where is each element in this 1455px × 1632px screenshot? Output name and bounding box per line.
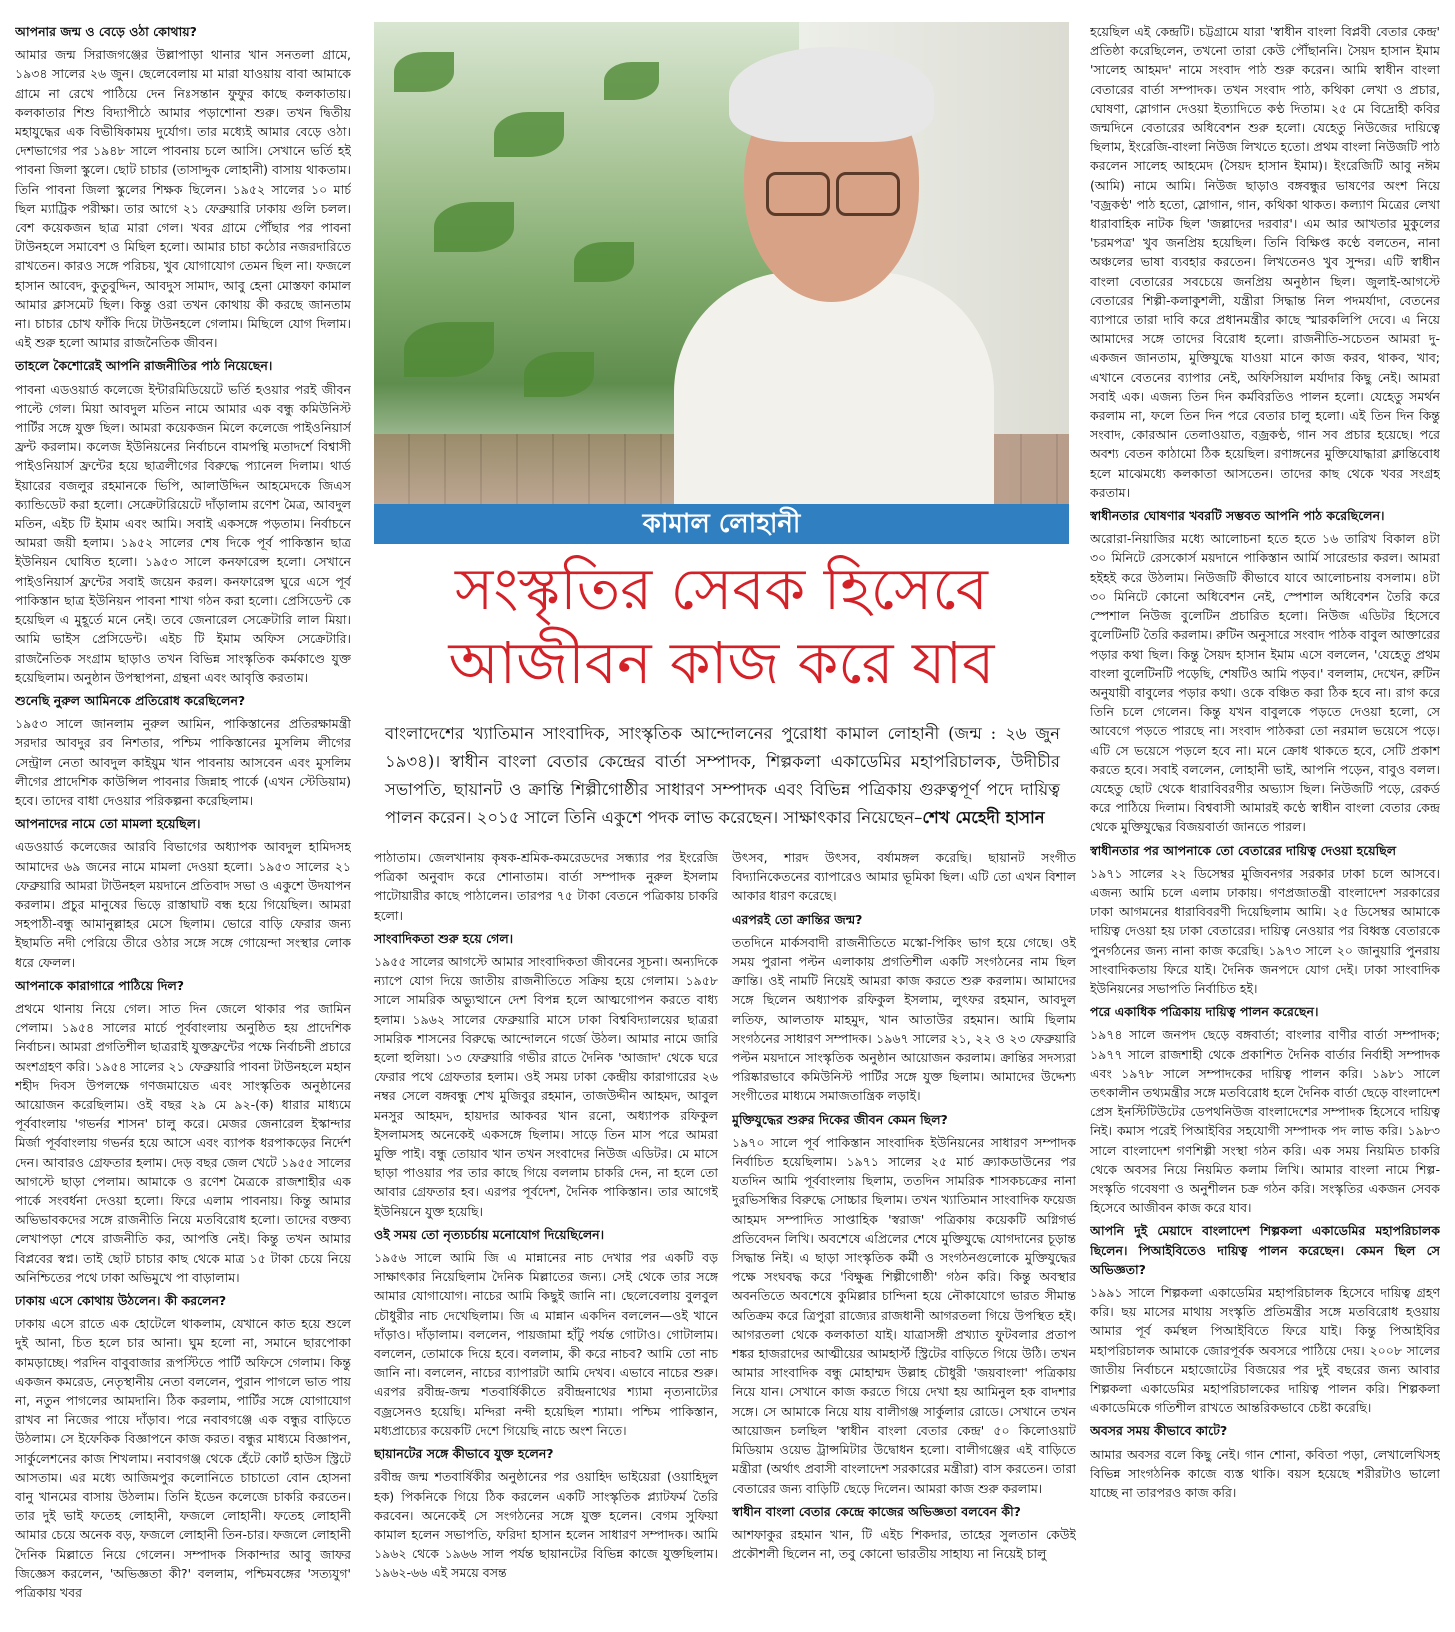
- interview-question: শুনেছি নুরুল আমিনকে প্রতিরোধ করেছিলেন?: [15, 692, 246, 708]
- interview-answer: রবীন্দ্র জন্ম শতবার্ষিকীর অনুষ্ঠানের পর ওয়াহিদ ভাইয়েরা (ওয়াহিদুল হক) পিকনিকে গিয়ে ঠিক করলেন একটি সাংস্কৃতিক প্ল্যাটফর্ম তৈরি করবেন। অনেকেই সে সংগঠনের সঙ্গে যুক্ত হলেন। বেগম সুফিয়া কামাল হলেন সভাপতি, ফরিদা হাসান হলেন সাধারণ সম্পাদক। আমি ১৯৬২ থেকে ১৯৬৬ সাল পর্যন্ত ছায়ানটের বিভিন্ন কাজে যুক্তছিলাম। ১৯৬২-৬৬ এই সময়ে বসন্ত: [374, 1469, 718, 1581]
- interview-question: ছায়ানটের সঙ্গে কীভাবে যুক্ত হলেন?: [374, 1446, 554, 1462]
- interview-question: ঢাকায় এসে কোথায় উঠলেন। কী করলেন?: [15, 1293, 227, 1308]
- interview-answer: ১৯৫৫ সালের আগস্টে আমার সাংবাদিকতা জীবনের সূচনা। অন্যদিকে ন্যাপে যোগ দিয়ে জাতীয় রাজনীতিতে সক্রিয় হয়ে গেলাম। ১৯৫৮ সালে সামরিক অভ্যুত্থানে দেশ বিপন্ন হলে আত্মগোপন করতে বাধ্য হলাম। ১৯৬২ সালের ফেব্রুয়ারি মাসে ঢাকা বিশ্ববিদ্যালয়ের ছাত্ররা সামরিক শাসনের বিরুদ্ধে আন্দোলনে গর্জে উঠল। আমার নামে জারি হলো হুলিয়া। ১৩ ফেব্রুয়ারি গভীর রাতে দৈনিক 'আজাদ' থেকে ঘরে ফেরার পথে গ্রেফতার হলাম। ওই সময় ঢাকা কেন্দ্রীয় কারাগারের ২৬ নম্বর সেলে বঙ্গবন্ধু শেখ মুজিবুর রহমান, তাজউদ্দীন আহমদ, আবুল মনসুর আহমদ, হায়দার আকবর খান রনো, অধ্যাপক রফিকুল ইসলামসহ অনেকেই একসঙ্গে ছিলাম। সাড়ে তিন মাস পরে আমরা মুক্তি পাই। বন্ধু তোয়াব খান তখন সংবাদের নিউজ এডিটর। মে মাসে ছাড়া পাওয়ার পর তার কাছে গিয়ে বললাম চাকরি দেন, না হলে তো আবার গ্রেফতার হব। এরপর পূর্বদেশ, দৈনিক পাকিস্তান। তার আগেই ইউনিয়নে যুক্ত হয়েছি।: [374, 954, 718, 1219]
- interview-answer: পাবনা এডওয়ার্ড কলেজে ইন্টারমিডিয়েটে ভর্তি হওয়ার পরই জীবন পাল্টে গেল। মিয়া আবদুল মতিন নামে আমার এক বন্ধু কমিউনিস্ট পার্টির সঙ্গে যুক্ত ছিল। আমরা কয়েকজন মিলে কলেজে পাইওনিয়ার্স ফ্রন্ট করলাম। কলেজ ইউনিয়নের নির্বাচনে বামপন্থি মতাদর্শে বিশ্বাসী পাইওনিয়ার্স ফ্রন্টের হয়ে ছাত্রলীগের বিরুদ্ধে প্যানেল দিলাম। থার্ড ইয়ারের বজলুর রহমানকে ভিপি, আলাউদ্দিন আহমেদকে জিএস ক্যান্ডিডেট করা হলো। সেক্রেটারিয়েটে দাঁড়ালাম রণেশ মৈত্র, আবদুল মতিন, এইচ টি ইমাম এবং আমি। সবাই একসঙ্গে পড়তাম। নির্বাচনে আমরা জয়ী হলাম। ১৯৫২ সালের শেষ দিকে পূর্ব পাকিস্তান ছাত্র ইউনিয়ন ঘোষিত হলো। ১৯৫৩ সালে কনফারেন্স হলো। সেখানে পাইওনিয়ার্স ফ্রন্টের সবাই জয়েন করল। কনফারেন্স ঘুরে এসে পূর্ব পাকিস্তান ছাত্র ইউনিয়ন পাবনা শাখা গঠন করা হলো। প্রেসিডেন্ট কে হয়েছিল এ মুহূর্তে মনে নেই। তবে জেনারেল সেক্রেটারি লাল মিয়া। আমি ভাইস প্রেসিডেন্ট। এইচ টি ইমাম অফিস সেক্রেটারি। রাজনৈতিক সংগ্রাম ছাড়াও তখন বিভিন্ন সাংস্কৃতিক কর্মকাণ্ডে যুক্ত হয়েছিলাম। অনুষ্ঠান উপস্থাপনা, গ্রন্থনা এবং আবৃত্তি করতাম।: [15, 381, 351, 685]
- interview-question: আপনাকে কারাগারে পাঠিয়ে দিল?: [15, 977, 185, 993]
- interview-question: অবসর সময় কীভাবে কাটে?: [1090, 1423, 1228, 1439]
- interview-answer: অরোরা-নিয়াজির মধ্যে আলোচনা হতে হতে ১৬ তারিখ বিকাল ৪টা ৩০ মিনিটে রেসকোর্স ময়দানে পাকিস্তান আর্মি সারেন্ডার করল। আমরা হইহই করে উঠলাম। নিউজটি কীভাবে যাবে আলোচনায় বসলাম। ৪টা ৩০ মিনিটে কোনো অধিবেশন নেই, স্পেশাল অধিবেশন তৈরি করে স্পেশাল নিউজ বুলেটিন প্রচারিত হলো। নিউজ এডিটর হিসেবে বুলেটিনটি তৈরি করলাম। রুটিন অনুসারে সংবাদ পাঠক বাবুল আক্তারের পড়ার কথা ছিল। কিন্তু সৈয়দ হাসান ইমাম এসে বললেন, 'যেহেতু প্রথম বাংলা বুলেটিনটি পড়েছি, শেষটিও আমি পড়ব।' বললাম, দেখেন, রুটিন অনুযায়ী বাবুলের পড়ার কথা। ওকে বঞ্চিত করা ঠিক হবে না। রাগ করে তিনি চলে গেলেন। কিন্তু যখন বাবুলকে পড়তে দেওয়া হলো, সে আবেগে পড়তে পারছে না। সংবাদ পাঠকরা তো নরমাল ভয়েসে পড়ে। এটি সে ভয়েসে পড়লে হবে না। মনে ক্রোধ থাকতে হবে, সেটি প্রকাশ করতে হবে। সবাই বললেন, লোহানী ভাই, আপনি পড়েন, বাবুও বলল। যেহেতু ছোট থেকে ধারাবিবরণীর অভ্যাস ছিল। নিউজটি পড়ে, রেকর্ড করে পাঠিয়ে দিলাম। বিশ্ববাসী আমারই কণ্ঠে স্বাধীন বাংলা বেতার কেন্দ্র থেকে মুক্তিযুদ্ধের বিজয়বার্তা জানতে পারল।: [1090, 531, 1440, 835]
- interview-question: স্বাধীনতার ঘোষণার খবরটি সম্ভবত আপনি পাঠ করেছিলেন।: [1090, 508, 1385, 524]
- interview-question: আপনি দুই মেয়াদে বাংলাদেশ শিল্পকলা একাডেমির মহাপরিচালক ছিলেন। পিআইবিতেও দায়িত্ব পালন করেছেন। কেমন ছিল সে অভিজ্ঞতা?: [1090, 1223, 1440, 1277]
- interview-answer: আমার জন্ম সিরাজগঞ্জের উল্লাপাড়া থানার খান সনতলা গ্রামে, ১৯৩৪ সালের ২৬ জুন। ছেলেবেলায় মা মারা যাওয়ায় বাবা আমাকে গ্রামে না রেখে পাঠিয়ে দেন নিঃসন্তান ফুফুর কাছে কলকাতায়। কলকাতার শিশু বিদ্যাপীঠে আমার পড়াশোনা শুরু। তখন দ্বিতীয় মহাযুদ্ধের এক বিভীষিকাময় দুর্যোগ। তার মধ্যেই আমার বেড়ে ওঠা। দেশভাগের পর ১৯৪৮ সালে পাবনায় চলে আসি। সেখানে ভর্তি হই পাবনা জিলা স্কুলে। ছোট চাচার (তাসাদ্দুক লোহানী) বাসায় থাকতাম। তিনি পাবনা জিলা স্কুলের শিক্ষক ছিলেন। ১৯৫২ সালের ১০ মার্চ ছিল ম্যাট্রিক পরীক্ষা। তার আগে ২১ ফেব্রুয়ারি ঢাকায় গুলি চলল। বেশ কয়েকজন ছাত্র মারা গেল। খবর গ্রামে পৌঁছার পর পাবনা টাউনহলে সমাবেশ ও মিছিল হলো। আমার চাচা কঠোর নজরদারিতে রাখতেন। কারও সঙ্গে পরিচয়, খুব যোগাযোগ তেমন ছিল না। ফজলে হাসান আবেদ, কুতুবুদ্দিন, আবদুস সামাদ, আবু হেনা মোস্তফা কামাল আমার ক্লাসমেট ছিল। কিন্তু ওরা তখন কোথায় কী করছে জানতাম না। চাচার চোখ ফাঁকি দিয়ে টাউনহলে গেলাম। মিছিলে যোগ দিলাম। এই শুরু হলো আমার রাজনৈতিক জীবন।: [15, 47, 351, 351]
- article-column-1: [15, 22, 351, 1627]
- interview-question: আপনার জন্ম ও বেড়ে ওঠা কোথায়?: [15, 24, 197, 39]
- article-column-2: [374, 848, 718, 1628]
- interview-answer: এডওয়ার্ড কলেজের আরবি বিভাগের অধ্যাপক আবদুল হামিদসহ আমাদের ৬৯ জনের নামে মামলা দেওয়া হলো। ১৯৫৩ সালের ২১ ফেব্রুয়ারি আমরা টাউনহল ময়দানে প্রতিবাদ সভা ও একুশে উদযাপন করলাম। প্রচুর মানুষের ভিড়ে রাস্তাঘাট বন্ধ হয়ে গিয়েছিল। আমরা সহপাঠী-বন্ধু আমানুল্লাহর মেসে ছিলাম। ভোরে বাড়ি ফেরার জন্য ইছামতি নদী পেরিয়ে তীরে ওঠার সঙ্গে সঙ্গে গোয়েন্দা সংস্থার লোক ধরে ফেলল।: [15, 839, 351, 970]
- interview-answer: হয়েছিল এই কেন্দ্রটি। চট্টগ্রামে যারা 'স্বাধীন বাংলা বিপ্লবী বেতার কেন্দ্র' প্রতিষ্ঠা করেছিলেন, তখনো তারা কেউ পৌঁছাননি। সৈয়দ হাসান ইমাম 'সালেহ আহমদ' নামে সংবাদ পাঠ শুরু করেন। আমি স্বাধীন বাংলা বেতারের বার্তা সম্পাদক। তখন সংবাদ পাঠ, কথিকা লেখা ও প্রচার, ঘোষণা, স্লোগান দেওয়া ইত্যাদিতে কণ্ঠ দিতাম। ২৫ মে বিদ্রোহী কবির জন্মদিনে বেতারের অধিবেশন শুরু হলো। যেহেতু নিউজের দায়িত্বে ছিলাম, ইংরেজি-বাংলা নিউজ লিখতে হতো। প্রথম বাংলা নিউজটি পাঠ করলেন সালেহ আহমেদ (সৈয়দ হাসান ইমাম)। ইংরেজিটি আবু নঈম (আমি) নামে আমি। নিউজ ছাড়াও বঙ্গবন্ধুর ভাষণের অংশ নিয়ে 'বজ্রকণ্ঠ' পাঠ হতো, স্লোগান, গান, কথিকা থাকত। কল্যাণ মিত্রের লেখা ধারাবাহিক নাটক ছিল 'জল্লাদের দরবার'। এম আর আখতার মুকুলের 'চরমপত্র' খুব জনপ্রিয় হয়েছিল। তিনি বিক্ষিপ্ত কণ্ঠে বলতেন, নানা অঞ্চলের ভাষা ব্যবহার করতেন। লিখতেনও খুব সুন্দর। এটি স্বাধীন বাংলা বেতারের সবচেয়ে জনপ্রিয় অনুষ্ঠান ছিল। জুলাই-আগস্টে বেতারের শিল্পী-কলাকুশলী, যন্ত্রীরা সিদ্ধান্ত নিল পদমর্যাদা, বেতনের ব্যাপারে তারা দাবি করে প্রধানমন্ত্রীর কাছে স্মারকলিপি দেবে। এ নিয়ে আমাদের সঙ্গে তাদের বিরোধ হলো। রাজনীতি-সচেতন আমরা দু-একজন জানতাম, মুক্তিযুদ্ধে যাওয়া মানে কাজ করব, থাকব, খাব; এখানে বেতনের ব্যাপার নেই, অফিসিয়াল মর্যাদার কিছু নেই। আমরা সবাই এক। এজন্য তিন দিন কর্মবিরতিও পালন হলো। যেহেতু সমর্থন করলাম না, ফলে তিন দিন পরে বেতার চালু হলো। এই তিন দিন কিন্তু সংবাদ, কোরআন তেলাওয়াত, বজ্রকণ্ঠ, গান সব প্রচার হয়েছে। পরে অবশ্য বেতন কাঠামো ঠিক হয়েছিল। রণাঙ্গনের মুক্তিযোদ্ধারা ক্লান্তিবোধ হলে মাঝেমধ্যে কলকাতা আসতেন। তাদের কাছ থেকে খবর সংগ্রহ করতাম।: [1090, 24, 1440, 500]
- article-column-4: [1090, 22, 1440, 1627]
- interview-answer: উৎসব, শারদ উৎসব, বর্ষামঙ্গল করেছি। ছায়ানট সংগীত বিদ্যানিকেতনের ব্যাপারেও আমার ভূমিকা ছিল। এটি তো এখন বিশাল আকার ধারণ করেছে।: [732, 850, 1076, 904]
- interviewer-name: শেখ মেহেদী হাসান: [922, 808, 1045, 827]
- interview-answer: ততদিনে মার্কসবাদী রাজনীতিতে মস্কো-পিকিং ভাগ হয়ে গেছে। ওই সময় পুরানা পল্টন এলাকায় প্রগতিশীল একটি সংগঠনের নাম ছিল ক্রান্তি। ওই নামটি নিয়েই আমরা কাজ করতে শুরু করলাম। আমাদের সঙ্গে ছিলেন অধ্যাপক রফিকুল ইসলাম, লুৎফর রহমান, আবদুল লতিফ, আলতাফ মাহমুদ, খান আতাউর রহমান। আমি ছিলাম সংগঠনের সাধারণ সম্পাদক। ১৯৬৭ সালের ২১, ২২ ও ২৩ ফেব্রুয়ারি পল্টন ময়দানে সাংস্কৃতিক অনুষ্ঠান আয়োজন করলাম। ক্রান্তির সদস্যরা পরিষ্কারভাবে কমিউনিস্ট পার্টির সঙ্গে যুক্ত ছিলাম। আমাদের উদ্দেশ্য সংগীতের মাধ্যমে সমাজতান্ত্রিক লড়াই।: [732, 934, 1076, 1104]
- interview-answer: ১৯৭৪ সালে জনপদ ছেড়ে বঙ্গবার্তা; বাংলার বাণীর বার্তা সম্পাদক; ১৯৭৭ সালে রাজশাহী থেকে প্রকাশিত দৈনিক বার্তার নির্বাহী সম্পাদক এবং ১৯৭৮ সালে সম্পাদকের দায়িত্ব পালন করি। ১৯৮১ সালে তৎকালীন তথ্যমন্ত্রীর সঙ্গে মতবিরোধ হলে দৈনিক বার্তা ছেড়ে বাংলাদেশ প্রেস ইনস্টিটিউটের ডেপথনিউজ বাংলাদেশের সম্পাদক হিসেবে দায়িত্ব নিই। কমাস পরেই পিআইবির সহযোগী সম্পাদক পদ লাভ করি। ১৯৮৩ সালে বাংলাদেশ গণশিল্পী সংস্থা গঠন করি। এক সময় নিয়মিত চাকরি থেকে অবসর নিয়ে নিয়মিত কলাম লিখি। আমার বাংলা নামে শিল্প-সংস্কৃতি গবেষণা ও অনুশীলন চক্র গঠন করি। সংস্কৃতির একজন সেবক হিসেবে আজীবন কাজ করে যাব।: [1090, 1027, 1440, 1216]
- interview-question: স্বাধীনতার পর আপনাকে তো বেতারের দায়িত্ব দেওয়া হয়েছিল: [1090, 842, 1397, 858]
- interview-question: আপনাদের নামে তো মামলা হয়েছিল।: [15, 816, 201, 832]
- interview-answer: ১৯৯১ সালে শিল্পকলা একাডেমির মহাপরিচালক হিসেবে দায়িত্ব গ্রহণ করি। ছয় মাসের মাথায় সংস্কৃতি প্রতিমন্ত্রীর সঙ্গে মতবিরোধ হওয়ায় আমার পূর্ব কর্মস্থল পিআইবিতে ফিরে যাই। কিন্তু পিআইবির মহাপরিচালক আমাকে জোরপূর্বক অবসরে পাঠিয়ে দেয়। ২০০৮ সালের জাতীয় নির্বাচনে মহাজোটের বিজয়ের পর দুই বছরের জন্য আবার শিল্পকলা একাডেমির মহাপরিচালকের দায়িত্ব পালন করি। শিল্পকলা একাডেমিকে গতিশীল রাখতে আন্তরিকভাবে চেষ্টা করেছি।: [1090, 1285, 1440, 1416]
- interview-answer: ঢাকায় এসে রাতে এক হোটেলে থাকলাম, যেখানে কাত হয়ে শুলে দুই আনা, চিত হলে চার আনা। ঘুম হলো না, সমানে ছারপোকা কামড়াচ্ছে। পরদিন বাবুবাজার রূপস্টিতে পার্টি অফিসে গেলাম। কিন্তু একজন কমরেড, নেতৃস্থানীয় নেতা বললেন, পুরান পাগলে ভাত পায় না, নতুন পাগলের আমদানি। ঠিক করলাম, পার্টির সঙ্গে যোগাযোগ রাখব না নিজের পায়ে দাঁড়াব। পরে নবাবগঞ্জে এক বন্ধুর বাড়িতে উঠলাম। সে ইফেকিক বিজ্ঞাপনে কাজ করত। বন্ধুর মাধ্যমে বিজ্ঞাপন, সার্কুলেশনের কাজ শিখলাম। নবাবগঞ্জ থেকে হেঁটে কোর্ট হাউস স্ট্রিটে আসতাম। এর মধ্যে আজিমপুর কলোনিতে চাচাতো বোন হোসনা বানু খানমের বাসায় উঠলাম। তিনি ইডেন কলেজে চাকরি করতেন। তার দুই ভাই ফতেহ লোহানী, ফজলে লোহানী। ফতেহ লোহানী আমার চেয়ে অনেক বড়, ফজলে লোহানী তিন-চার। ফজলে লোহানী দৈনিক মিল্লাতে নিয়ে গেলেন। সম্পাদক সিকান্দার আবু জাফর জিজ্ঞেস করলেন, 'অভিজ্ঞতা কী?' বললাম, পশ্চিমবঙ্গের 'সত্যযুগ' পত্রিকায় খবর: [15, 1316, 351, 1601]
- intro-text: বাংলাদেশের খ্যাতিমান সাংবাদিক, সাংস্কৃতিক আন্দোলনের পুরোধা কামাল লোহানী (জন্ম : ২৬ জুন ১৯৩৪)। স্বাধীন বাংলা বেতার কেন্দ্রের বার্তা সম্পাদক, শিল্পকলা একাডেমির মহাপরিচালক, উদীচীর সভাপতি, ছায়ানট ও ক্রান্তি শিল্পীগোষ্ঠীর সাধারণ সম্পাদক এবং বিভিন্ন পত্রিকায় গুরুত্বপূর্ণ পদে দায়িত্ব পালন করেন। ২০১৫ সালে তিনি একুশে পদক লাভ করেছেন। সাক্ষাৎকার নিয়েছেন–: [385, 724, 1060, 827]
- interview-question: পরে একাধিক পত্রিকায় দায়িত্ব পালন করেছেন।: [1090, 1004, 1319, 1020]
- interview-question: সাংবাদিকতা শুরু হয়ে গেল।: [374, 930, 514, 946]
- portrait-photo: [374, 22, 1069, 504]
- headline-line-2: আজীবন কাজ করে যাব: [448, 629, 995, 697]
- article-column-3: [732, 848, 1076, 1628]
- interview-question: মুক্তিযুদ্ধের শুরুর দিকের জীবন কেমন ছিল?: [732, 1111, 948, 1127]
- headline: [374, 552, 1069, 700]
- headline-line-1: সংস্কৃতির সেবক হিসেবে: [455, 555, 988, 623]
- interview-answer: আশফাকুর রহমান খান, টি এইচ শিকদার, তাহের সুলতান কেউই প্রকৌশলী ছিলেন না, তবু কোনো ভারতীয় সাহায্য না নিয়েই চালু: [732, 1526, 1076, 1562]
- interview-question: ওই সময় তো নৃত্যচর্চায় মনোযোগ দিয়েছিলেন।: [374, 1226, 605, 1242]
- interview-answer: পাঠাতাম। জেলখানায় কৃষক-শ্রমিক-কমরেডদের সন্ধ্যার পর ইংরেজি পত্রিকা অনুবাদ করে শোনাতাম। বার্তা সম্পাদক নুরুল ইসলাম পাটোয়ারীর কাছে পাঠালেন। তারপর ৭৫ টাকা বেতনে পত্রিকায় চাকরি হলো।: [374, 850, 718, 923]
- interview-answer: ১৯৭০ সালে পূর্ব পাকিস্তান সাংবাদিক ইউনিয়নের সাধারণ সম্পাদক নির্বাচিত হয়েছিলাম। ১৯৭১ সালের ২৫ মার্চ ক্র্যাকডাউনের পর যতদিন আমি পূর্ববাংলায় ছিলাম, ততদিন সামরিক শাসকচক্রের নানা দুরভিসন্ধির বিরুদ্ধে সোচ্চার ছিলাম। তখন খ্যাতিমান সাংবাদিক ফয়েজ আহমদ সম্পাদিত সাপ্তাহিক 'স্বরাজ' পত্রিকায় কয়েকটি অগ্নিগর্ভ প্রতিবেদন লিখি। অবশেষে এপ্রিলের শেষে মুক্তিযুদ্ধে যোগদানের চূড়ান্ত সিদ্ধান্ত নিই। এ ছাড়া সাংস্কৃতিক কর্মী ও সংগঠনগুলোকে মুক্তিযুদ্ধের পক্ষে সংঘবদ্ধ করে 'বিক্ষুব্ধ শিল্পীগোষ্ঠী' গঠন করি। কিন্তু অবস্থার অবনতিতে অবশেষে কুমিল্লার চান্দিনা হয়ে নৌকাযোগে ভারত সীমান্ত অতিক্রম করে ত্রিপুরা রাজ্যের রাজধানী আগরতলা গিয়ে উপস্থিত হই। আগরতলা থেকে কলকাতা যাই। যাত্রাসঙ্গী প্রখ্যাত ফুটবলার প্রতাপ শঙ্কর হাজরাদের আত্মীয়ের আমহার্স্ট স্ট্রিটের বাড়িতে গিয়ে উঠি। তখন আমার সাংবাদিক বন্ধু মোহাম্মদ উল্লাহ চৌধুরী 'জয়বাংলা' পত্রিকায় নিয়ে যান। সেখানে কাজ করতে গিয়ে দেখা হয় আমিনুল হক বাদশার সঙ্গে। সে আমাকে নিয়ে যায় বালীগঞ্জ সার্কুলার রোডে। সেখানে তখন আয়োজন চলছিল 'স্বাধীন বাংলা বেতার কেন্দ্র' ৫০ কিলোওয়াট মিডিয়াম ওয়েভ ট্রান্সমিটার উদ্বোধন হলো। বালীগঞ্জের এই বাড়িতে মন্ত্রীরা (অর্থাৎ প্রবাসী বাংলাদেশ সরকারের মন্ত্রীরা) বাস করতেন। তারা বেতারের জন্য বাড়িটি ছেড়ে দিলেন। আমরা কাজ শুরু করলাম।: [732, 1134, 1076, 1496]
- interview-answer: ১৯৫৬ সালে আমি জি এ মান্নানের নাচ দেখার পর একটি বড় সাক্ষাৎকার নিয়েছিলাম দৈনিক মিল্লাতের জন্য। সেই থেকে তার সঙ্গে আমার যোগাযোগ। নাচের আমি কিছুই জানি না। ছেলেবেলায় বুলবুল চৌধুরীর নাচ দেখেছিলাম। জি এ মান্নান একদিন বললেন—ওই খানে দাঁড়াও। দাঁড়ালাম। বললেন, পায়জামা হাঁটু পর্যন্ত গোটাও। গোটালাম। বললেন, তোমাকে দিয়ে হবে। বললাম, কী করে নাচব? আমি তো নাচ জানি না। বললেন, নাচের ব্যাপারটা আমি দেখব। এভাবে নাচের শুরু। এরপর রবীন্দ্র-জন্ম শতবার্ষিকীতে রবীন্দ্রনাথের শ্যামা নৃত্যনাট্যের বজ্রসেনও হয়েছি। মন্দিরা নন্দী হয়েছিল শ্যামা। পশ্চিম পাকিস্তান, মধ্যপ্রাচ্যের কয়েকটি দেশে গিয়েছি নাচে অংশ নিতে।: [374, 1250, 718, 1438]
- interview-answer: আমার অবসর বলে কিছু নেই। গান শোনা, কবিতা পড়া, লেখালেখিসহ বিভিন্ন সাংগঠনিক কাজে ব্যস্ত থাকি। বয়স হয়েছে শরীরটাও ভালো যাচ্ছে না তারপরও কাজ করি।: [1090, 1446, 1440, 1501]
- interview-answer: ১৯৭১ সালের ২২ ডিসেম্বর মুজিবনগর সরকার ঢাকা চলে আসবে। এজন্য আমি চলে এলাম ঢাকায়। গণপ্রজাতন্ত্রী বাংলাদেশ সরকারের ঢাকা আগমনের ধারাবিবরণী দিয়েছিলাম আমি। ২৫ ডিসেম্বর আমাকে দায়িত্ব দেওয়া হয় ঢাকা বেতারের। দায়িত্ব নেওয়ার পর বিধ্বস্ত বেতারকে পুনর্গঠনের জন্য নানা কাজ করেছি। ১৯৭৩ সালে ২০ জানুয়ারি পুনরায় সাংবাদিকতায় ফিরে যাই। দৈনিক জনপদে যোগ দেই। ঢাকা সাংবাদিক ইউনিয়নের সভাপতি নির্বাচিত হই।: [1090, 865, 1440, 996]
- author-byline: কামাল লোহানী: [374, 504, 1069, 544]
- article-intro: [385, 720, 1060, 832]
- interview-answer: প্রথমে থানায় নিয়ে গেল। সাত দিন জেলে থাকার পর জামিন পেলাম। ১৯৫৪ সালের মার্চে পূর্ববাংলায় অনুষ্ঠিত হয় প্রাদেশিক নির্বাচন। আমরা প্রগতিশীল ছাত্ররাই যুক্তফ্রন্টের পক্ষে নির্বাচনী প্রচারে অংশগ্রহণ করি। ১৯৫৪ সালের ২১ ফেব্রুয়ারি পাবনা টাউনহলে মহান শহীদ দিবস উপলক্ষে গণজমায়েত এবং সাংস্কৃতিক অনুষ্ঠানের আয়োজন করেছিলাম। ওই বছর ২৯ মে ৯২-(ক) ধারার মাধ্যমে পূর্ববাংলায় 'গভর্নর শাসন' চালু করে। মেজর জেনারেল ইস্কান্দার মির্জা পূর্ববাংলায় গভর্নর হয়ে আসে এবং ব্যাপক ধরপাকড়ের নির্দেশ দেন। আবারও গ্রেফতার হলাম। দেড় বছর জেল খেটে ১৯৫৫ সালের আগস্টে ছাড়া পেলাম। আমাকে ও রণেশ মৈত্রকে রাজশাহীর এক পার্কে সংবর্ধনা দেওয়া হলো। ফিরে এলাম পাবনায়। কিন্তু আমার অভিভাবকদের সঙ্গে রাজনীতি নিয়ে মতবিরোধ হলো। তাদের বক্তব্য লেখাপড়া শেষে রাজনীতি কর, আপত্তি নেই। কিন্তু তখন আমার বিপ্লবের স্বপ্ন। তাই ছোট চাচার কাছ থেকে মাত্র ১৫ টাকা চেয়ে নিয়ে অনিশ্চিতের পথে ঢাকা অভিমুখে পা বাড়ালাম।: [15, 1000, 351, 1285]
- interview-answer: ১৯৫৩ সালে জানলাম নুরুল আমিন, পাকিস্তানের প্রতিরক্ষামন্ত্রী সরদার আবদুর রব নিশতার, পশ্চিম পাকিস্তানের মুসলিম লীগের সেন্ট্রাল নেতা আবদুল কাইয়ুম খান পাবনায় আসবেন এবং মুসলিম লীগের প্রাদেশিক কাউন্সিল পাবনার জিন্নাহ পার্কে (এখন স্টেডিয়াম) হবে। তাদের বাধা দেওয়ার পরিকল্পনা করেছিলাম।: [15, 716, 351, 808]
- interview-question: তাহলে কৈশোরেই আপনি রাজনীতির পাঠ নিয়েছেন।: [15, 358, 273, 374]
- interview-question: এরপরই তো ক্রান্তির জন্ম?: [732, 911, 863, 927]
- interview-question: স্বাধীন বাংলা বেতার কেন্দ্রে কাজের অভিজ্ঞতা বলবেন কী?: [732, 1503, 1021, 1519]
